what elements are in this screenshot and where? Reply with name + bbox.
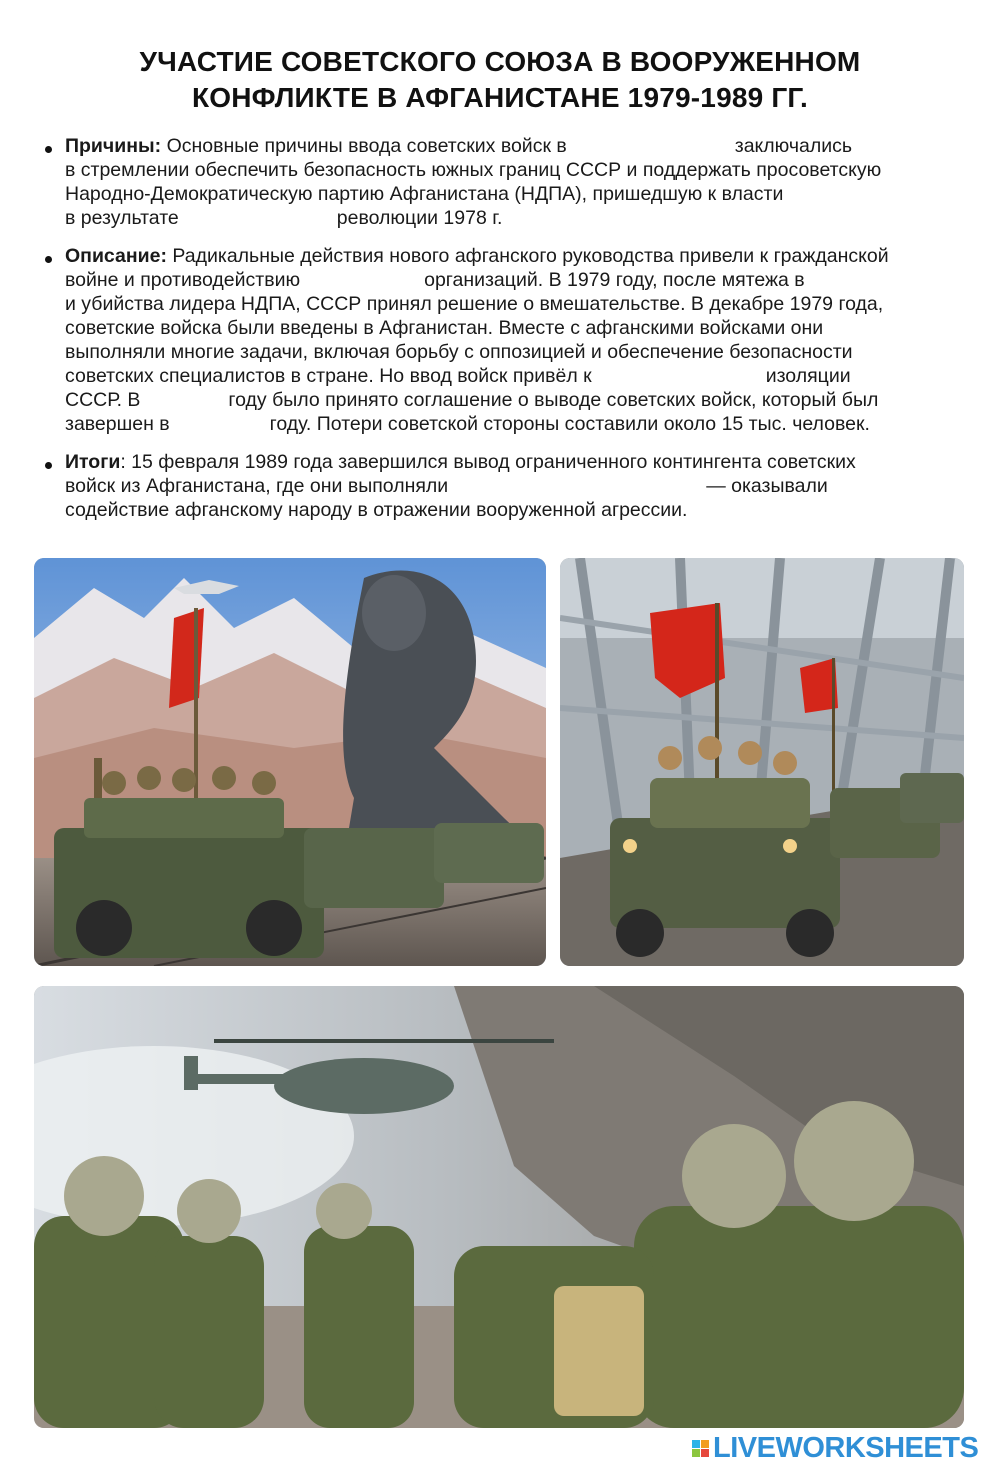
bullet-dot	[45, 256, 52, 263]
answer-blank-2[interactable]	[179, 210, 337, 228]
list-item-causes: Причины: Основные причины ввода советских войск в заключались в стремлении обеспечить безопасность южных границ СССР и поддержать просоветскую Народно-Демократическую партию Афганистана (НДПА), пришедшую к власти в результате революции 1978 г.	[40, 134, 975, 230]
logo-grid-icon	[692, 1440, 709, 1457]
logo-square	[701, 1440, 709, 1448]
photo-apc-column-monument	[34, 558, 546, 966]
bullet-list	[40, 134, 975, 536]
results-label: Итоги	[65, 451, 121, 473]
answer-blank-3[interactable]	[300, 272, 424, 290]
answer-blank-7[interactable]	[448, 478, 706, 496]
logo-square	[692, 1449, 700, 1457]
logo-text: LIVEWORKSHEETS	[713, 1431, 979, 1464]
answer-blank-6[interactable]	[170, 416, 270, 434]
causes-text: Основные причины ввода советских войск в	[161, 135, 567, 157]
photo-soldiers-helicopter	[34, 986, 964, 1428]
page-title	[60, 44, 940, 116]
bullet-dot	[45, 462, 52, 469]
title-line-1: УЧАСТИЕ СОВЕТСКОГО СОЮЗА В ВООРУЖЕННОМ	[139, 46, 861, 77]
list-item-results: Итоги: 15 февраля 1989 года завершился вывод ограниченного контингента советских войск из Афганистана, где они выполняли — оказывали содействие афганскому народу в отражении вооруженной агрессии.	[40, 450, 975, 522]
title-line-2: КОНФЛИКТЕ В АФГАНИСТАНЕ 1979-1989 ГГ.	[191, 82, 808, 113]
answer-blank-1[interactable]	[567, 138, 735, 156]
answer-blank-5[interactable]	[140, 392, 228, 410]
logo-square	[701, 1449, 709, 1457]
liveworksheets-logo	[692, 1432, 978, 1464]
list-item-description: Описание: Радикальные действия нового афганского руководства привели к гражданской войне и противодействию организаций. В 1979 году, после мятежа в и убийства лидера НДПА, СССР принял решение о вмешательстве. В декабре 1979 года, советские войска были введены в Афганистан. Вместе с афганскими войсками они выполняли многие задачи, включая борьбу с оппозицией и обеспечение безопасности советских специалистов в стране. Но ввод войск привёл к изоляции СССР. В году было принято соглашение о выводе советских войск, который был завершен в году. Потери советской стороны составили около 15 тыс. человек.	[40, 244, 975, 436]
bullet-dot	[45, 146, 52, 153]
description-label: Описание:	[65, 245, 167, 267]
causes-label: Причины:	[65, 135, 162, 157]
answer-blank-4[interactable]	[592, 368, 766, 386]
photo-apc-bridge-crossing	[560, 558, 964, 966]
logo-square	[692, 1440, 700, 1448]
